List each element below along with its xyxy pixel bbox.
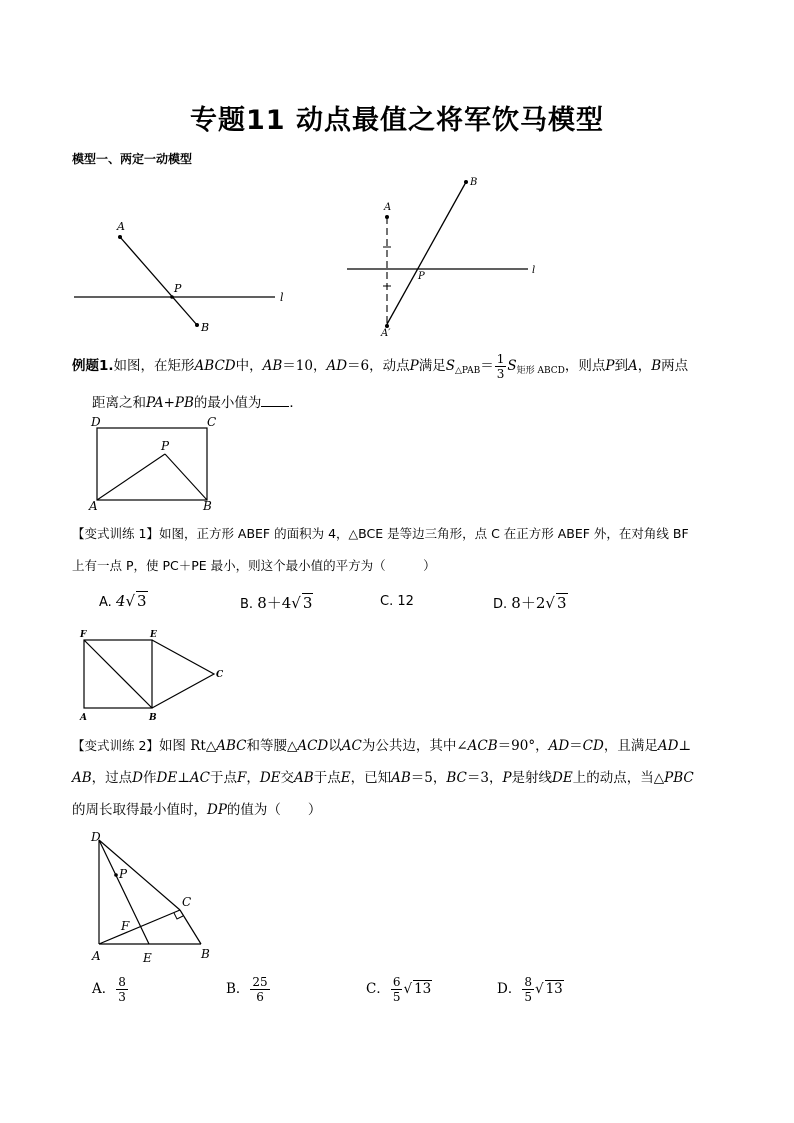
variant1-line1: 【变式训练 1】如图，正方形 ABEF 的面积为 4，△BCE 是等边三角形，点 C 在正方形 ABEF 外，在对角线 BF (72, 526, 689, 541)
variant1-line2: 上有一点 P，使 PC＋PE 最小，则这个最小值的平方为（ ） (72, 558, 436, 573)
variant1-option-b[interactable]: B. 8＋4√ 3 (240, 594, 313, 612)
segment-pb (165, 454, 207, 500)
triangle-bce (152, 640, 214, 708)
label-f: F (121, 919, 130, 933)
model1-label-l: l (280, 291, 284, 304)
model1-segment-ab (120, 237, 197, 325)
label-c: C (207, 415, 217, 429)
variant2-option-b[interactable]: B． $\frac{25}{6}$ (226, 975, 268, 1004)
variant2-line1: 【变式训练 2】如图 Rt△ABC和等腰△ACD以AC为公共边，其中∠ACB＝90°，AD＝CD，且满足AD⊥ (72, 738, 692, 754)
model1-label-a: A (117, 220, 125, 233)
segment-cb (180, 910, 201, 944)
segment-pa (97, 454, 165, 500)
variant2-figure (85, 826, 225, 966)
variant1-option-c[interactable]: C. 12 (380, 594, 414, 609)
model2-point-a (385, 215, 389, 219)
page-title: 专题11 动点最值之将军饮马模型 (190, 105, 604, 136)
label-d: D (91, 830, 101, 844)
variant2-option-c[interactable]: C． $\frac{6}{5}$ √ 13 (366, 975, 432, 1004)
label-f: F (80, 630, 87, 640)
model1-figure (60, 210, 300, 340)
variant1-question (72, 524, 732, 576)
model1-point-p (170, 295, 174, 299)
variant2-label: 【变式训练 2】 (72, 738, 159, 753)
segment-dc (99, 840, 180, 910)
model2-point-b (464, 180, 468, 184)
model1-point-a (118, 235, 122, 239)
example1-line1: 例题1.如图，在矩形ABCD中，AB＝10，AD＝6，动点P满足$S_{\triangle PAB}=$ $\frac{1}{3}$ $S_{矩形 ABCD}$，则点P到A，B两点 (72, 352, 689, 381)
label-b: B (203, 499, 212, 512)
label-c: C (216, 670, 224, 680)
label-p: P (119, 867, 128, 881)
model2-figure (340, 170, 550, 338)
label-e: E (143, 951, 152, 965)
point-p (114, 873, 118, 877)
label-a: A (89, 499, 98, 512)
label-c: C (182, 895, 192, 909)
example1-fraction: $\frac{1}{3}$ (496, 352, 505, 381)
model2-label-b: B (470, 177, 478, 188)
label-p: P (161, 439, 170, 453)
model2-segment-bA-prime (386, 182, 466, 326)
example1-label: 例题1. (72, 358, 114, 374)
variant2-option-d[interactable]: D． $\frac{8}{5}$ √ 13 (497, 975, 563, 1004)
label-b: B (149, 713, 157, 723)
label-a: A (80, 713, 87, 723)
variant2-option-a[interactable]: A． $\frac{8}{3}$ (92, 975, 126, 1004)
variant2-question (72, 736, 732, 820)
model2-label-a-prime: A′ (381, 328, 391, 338)
segment-ac (99, 910, 180, 944)
answer-blank[interactable] (261, 394, 289, 407)
variant1-figure (76, 626, 236, 726)
model1-label-p: P (174, 282, 182, 295)
example1-line2: 距离之和PA+PB的最小值为 ． (92, 395, 303, 411)
variant1-option-d[interactable]: D. 8＋2√ 3 (493, 594, 567, 612)
variant1-option-a[interactable]: A. 4√ 3 (99, 592, 147, 610)
diagonal-bf (84, 640, 152, 708)
model2-label-a: A (384, 202, 392, 213)
model2-label-l: l (532, 265, 536, 276)
label-d: D (91, 415, 101, 429)
model2-label-p: P (418, 271, 425, 282)
example1-figure (85, 412, 235, 512)
label-b: B (201, 947, 210, 961)
section-heading: 模型一、两定一动模型 (72, 152, 193, 166)
label-e: E (150, 630, 157, 640)
variant2-line2: AB，过点D作DE⊥AC于点F，DE交AB于点E，已知AB＝5，BC＝3，P是射线DE上的动点，当△PBC (72, 770, 694, 786)
example1-question (72, 353, 732, 413)
variant2-line3: 的周长取得最小值时，DP的值为（ ） (72, 802, 322, 818)
right-angle-mark (174, 913, 183, 919)
label-a: A (92, 949, 101, 963)
model1-point-b (195, 323, 199, 327)
model1-label-b: B (201, 321, 210, 334)
variant1-label: 【变式训练 1】 (72, 526, 159, 541)
